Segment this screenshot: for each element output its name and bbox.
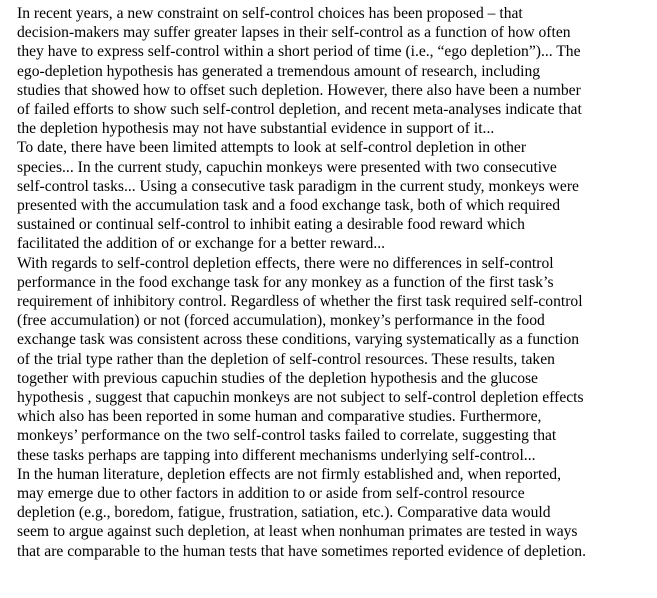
text-line: that are comparable to the human tests that have sometimes reported evidence of depletion. — [17, 542, 586, 560]
text-line: sustained or continual self-control to inhibit eating a desirable food reward which — [17, 216, 525, 234]
text-line: seem to argue against such depletion, at least when nonhuman primates are tested in ways — [17, 523, 578, 541]
text-line: self-control tasks... Using a consecutive task paradigm in the current study, monkeys were — [17, 177, 579, 195]
text-line: they have to express self-control within a short period of time (i.e., “ego depletion”)... The — [17, 43, 581, 61]
text-line: of failed efforts to show such self-control depletion, and recent meta-analyses indicate that — [17, 101, 582, 119]
text-line: together with previous capuchin studies of the depletion hypothesis and the glucose — [17, 369, 538, 387]
text-line: To date, there have been limited attempts to look at self-control depletion in other — [17, 139, 527, 157]
text-line: may emerge due to other factors in addition to or aside from self-control resource — [17, 485, 525, 503]
text-line: which also has been reported in some human and comparative studies. Furthermore, — [17, 408, 542, 426]
text-line: presented with the accumulation task and a food exchange task, both of which required — [17, 197, 561, 215]
text-line: ego-depletion hypothesis has generated a tremendous amount of research, including — [17, 62, 541, 80]
text-line: (free accumulation) or not (forced accumulation), monkey’s performance in the food — [17, 312, 545, 330]
text-line: hypothesis , suggest that capuchin monkeys are not subject to self-control depletion effects — [17, 389, 584, 407]
text-line: facilitated the addition of or exchange for a better reward... — [17, 235, 386, 253]
text-line: decision-makers may suffer greater lapses in their self-control as a function of how often — [17, 24, 571, 42]
text-line: species... In the current study, capuchin monkeys were presented with two consecutive — [17, 158, 557, 176]
text-line: In recent years, a new constraint on self-control choices has been proposed – that — [17, 5, 523, 22]
text-line: studies that showed how to offset such depletion. However, there also have been a number — [17, 81, 581, 99]
text-line: requirement of inhibitory control. Regardless of whether the first task required self-control — [17, 293, 583, 311]
paragraph-human-literature — [5, 465, 655, 561]
text-line: the depletion hypothesis may not have substantial evidence in support of it... — [17, 120, 495, 138]
text-line: In the human literature, depletion effects are not firmly established and, when reported, — [17, 465, 561, 483]
text-line: monkeys’ performance on the two self-control tasks failed to correlate, suggesting that — [17, 427, 557, 445]
paragraph-depletion-results — [5, 254, 655, 465]
text-line: of the trial type rather than the depletion of self-control resources. These results, taken — [17, 350, 555, 368]
text-line: depletion (e.g., boredom, fatigue, frustration, satiation, etc.). Comparative data would — [17, 504, 551, 522]
paragraph-ego-depletion-intro — [5, 4, 655, 138]
paragraph-current-study — [5, 138, 655, 253]
text-line: these tasks perhaps are tapping into different mechanisms underlying self-control... — [17, 446, 536, 464]
text-line: exchange task was consistent across these conditions, varying systematically as a function — [17, 331, 580, 349]
text-line: With regards to self-control depletion effects, there were no differences in self-control — [17, 254, 554, 272]
document-body — [5, 4, 655, 561]
text-line: performance in the food exchange task for any monkey as a function of the first task’s — [17, 273, 554, 291]
